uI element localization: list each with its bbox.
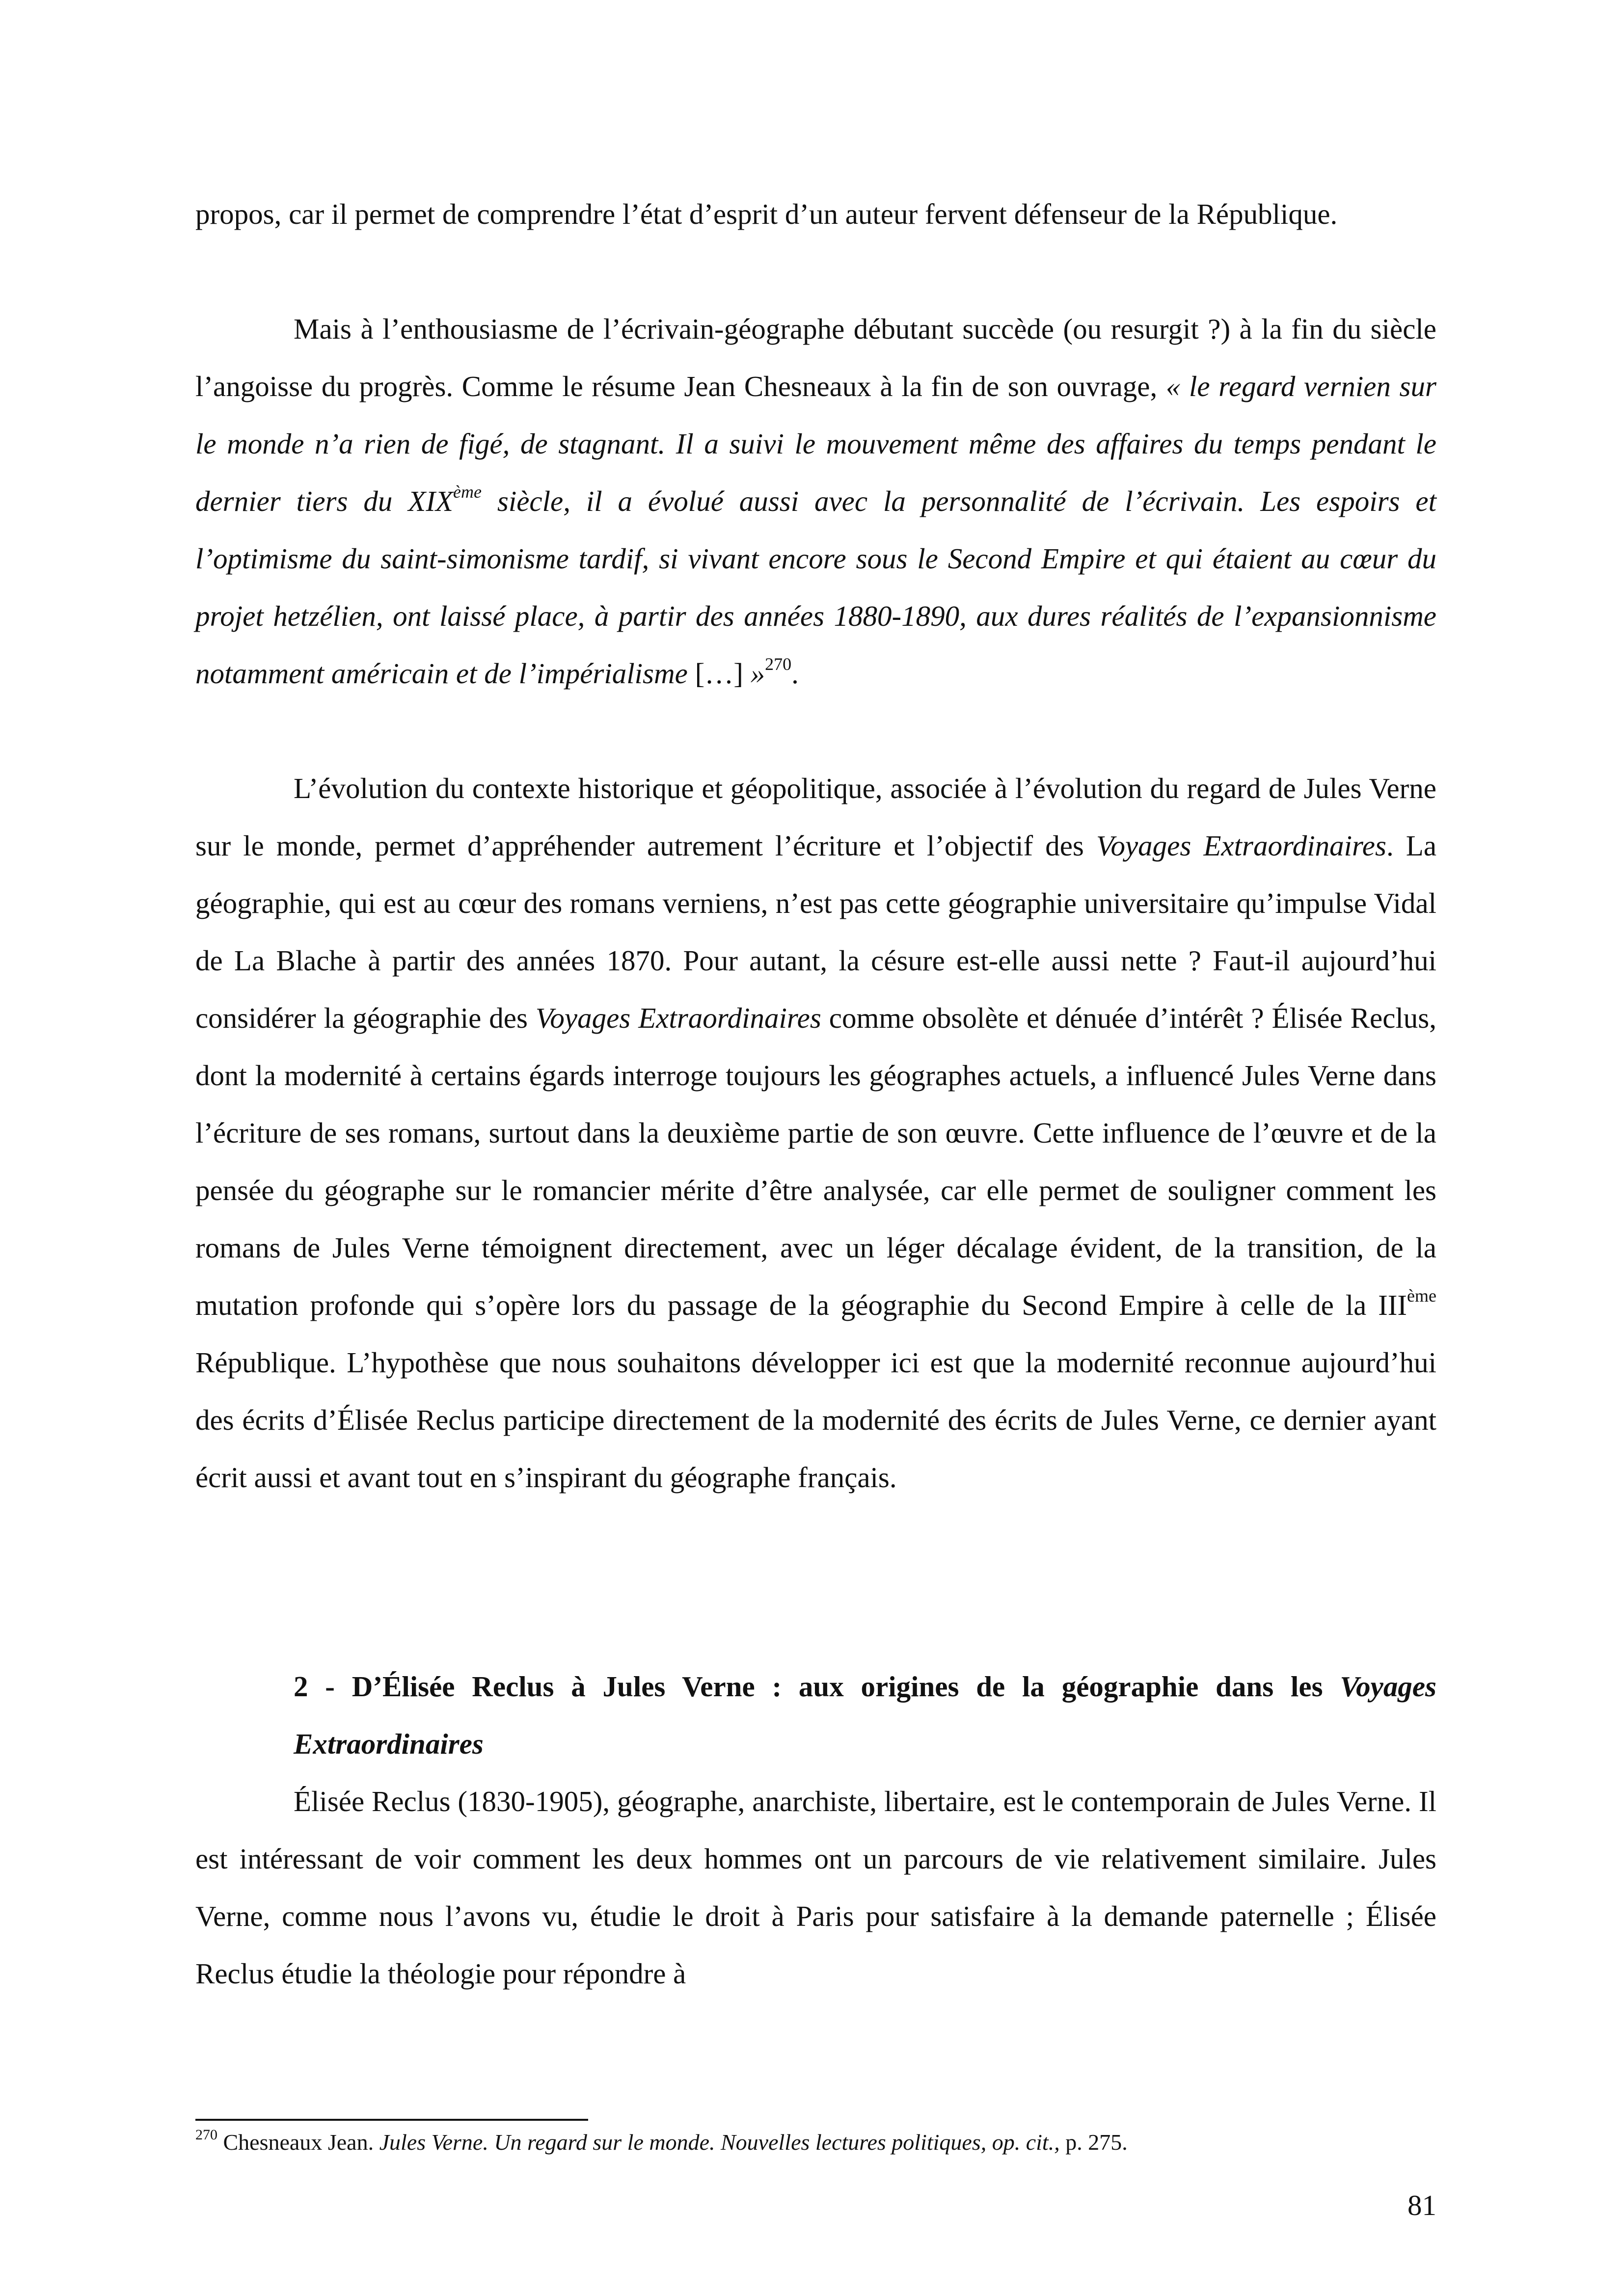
heading-text: 2 - D’Élisée Reclus à Jules Verne : aux origines de la géographie dans les [294, 1670, 1340, 1703]
footnote-reference[interactable]: 270 [765, 654, 792, 674]
section-heading [294, 1658, 1436, 1773]
quote-superscript: ème [453, 482, 482, 502]
paragraph-context [195, 760, 1436, 1506]
paragraph-chesneaux-quote [195, 300, 1436, 702]
quote-part-a: « le regard vernien sur le monde n’a rien de figé, de stagnant. Il a suivi le mouvement même des affaires du temps pendant le dernier tiers du XIX [195, 370, 1436, 517]
footnote-number: 270 [195, 2127, 217, 2143]
paragraph-text-3: comme obsolète et dénuée d’intérêt ? Élisée Reclus, dont la modernité à certains égards interroge toujours les géographes actuels, a influencé Jules Verne dans l’écriture de ses romans, surtout dans la deuxième partie de son œuvre. Cette influence de l’œuvre et de la pensée du géographe sur le romancier mérite d’être analysée, car elle permet de souligner comment les romans de Jules Verne témoignent directement, avec un léger décalage évident, de la transition, de la mutation profonde qui s’opère lors du passage de la géographie du Second Empire à celle de la III [195, 1002, 1436, 1321]
paragraph-continuation: propos, car il permet de comprendre l’état d’esprit d’un auteur fervent défenseur de la République. [195, 198, 1338, 230]
italic-title-1: Voyages Extraordinaires [1096, 829, 1386, 862]
ordinal-superscript: ème [1407, 1286, 1436, 1306]
paragraph-reclus: Élisée Reclus (1830-1905), géographe, anarchiste, libertaire, est le contemporain de Jules Verne. Il est intéressant de voir comment les deux hommes ont un parcours de vie relativement similaire. Jules Verne, comme nous l’avons vu, étudie le droit à Paris pour satisfaire à la demande paternelle ; Élisée Reclus étudie la théologie pour répondre à [195, 1785, 1436, 1990]
paragraph-tail: . [791, 657, 799, 690]
quote-ellipsis: […] [687, 657, 751, 690]
paragraph-text-1: L’évolution du contexte historique et géopolitique, associée à l’évolution du regard de Jules Verne sur le monde, permet d’appréhender autrement l’écriture et l’objectif des [195, 772, 1436, 862]
footnote-divider [195, 2119, 588, 2121]
italic-title-2: Voyages Extraordinaires [535, 1002, 821, 1034]
footnote-title: Jules Verne. Un regard sur le monde. Nouvelles lectures politiques, op. cit., [379, 2130, 1060, 2155]
footnote-author: Chesneaux Jean. [217, 2130, 379, 2155]
paragraph-lead: Mais à l’enthousiasme de l’écrivain-géographe débutant succède (ou resurgit ?) à la fin du siècle l’angoisse du progrès. Comme le résume Jean Chesneaux à la fin de son ouvrage, [195, 313, 1436, 402]
footnote [195, 2125, 1436, 2160]
heading-italic: Voyages Extraordinaires [294, 1670, 1436, 1760]
page-number: 81 [1407, 2189, 1436, 2221]
quote-part-b: siècle, il a évolué aussi avec la personnalité de l’écrivain. Les espoirs et l’optimisme du saint-simonisme tardif, si vivant encore sous le Second Empire et qui étaient au cœur du projet hetzélien, ont laissé place, à partir des années 1880-1890, aux dures réalités de l’expansionnisme notamment américain et de l’impérialisme [195, 485, 1437, 690]
paragraph-text-2: . La géographie, qui est au cœur des romans verniens, n’est pas cette géographie universitaire qu’impulse Vidal de La Blache à partir des années 1870. Pour autant, la césure est-elle aussi nette ? Faut-il aujourd’hui considérer la géographie des [195, 829, 1437, 1034]
paragraph-text-4: République. L’hypothèse que nous souhaitons développer ici est que la modernité reconnue aujourd’hui des écrits d’Élisée Reclus participe directement de la modernité des écrits de Jules Verne, ce dernier ayant écrit aussi et avant tout en s’inspirant du géographe français. [195, 1346, 1436, 1494]
footnote-pages: p. 275. [1059, 2130, 1128, 2155]
quote-closing-mark: » [750, 657, 765, 690]
